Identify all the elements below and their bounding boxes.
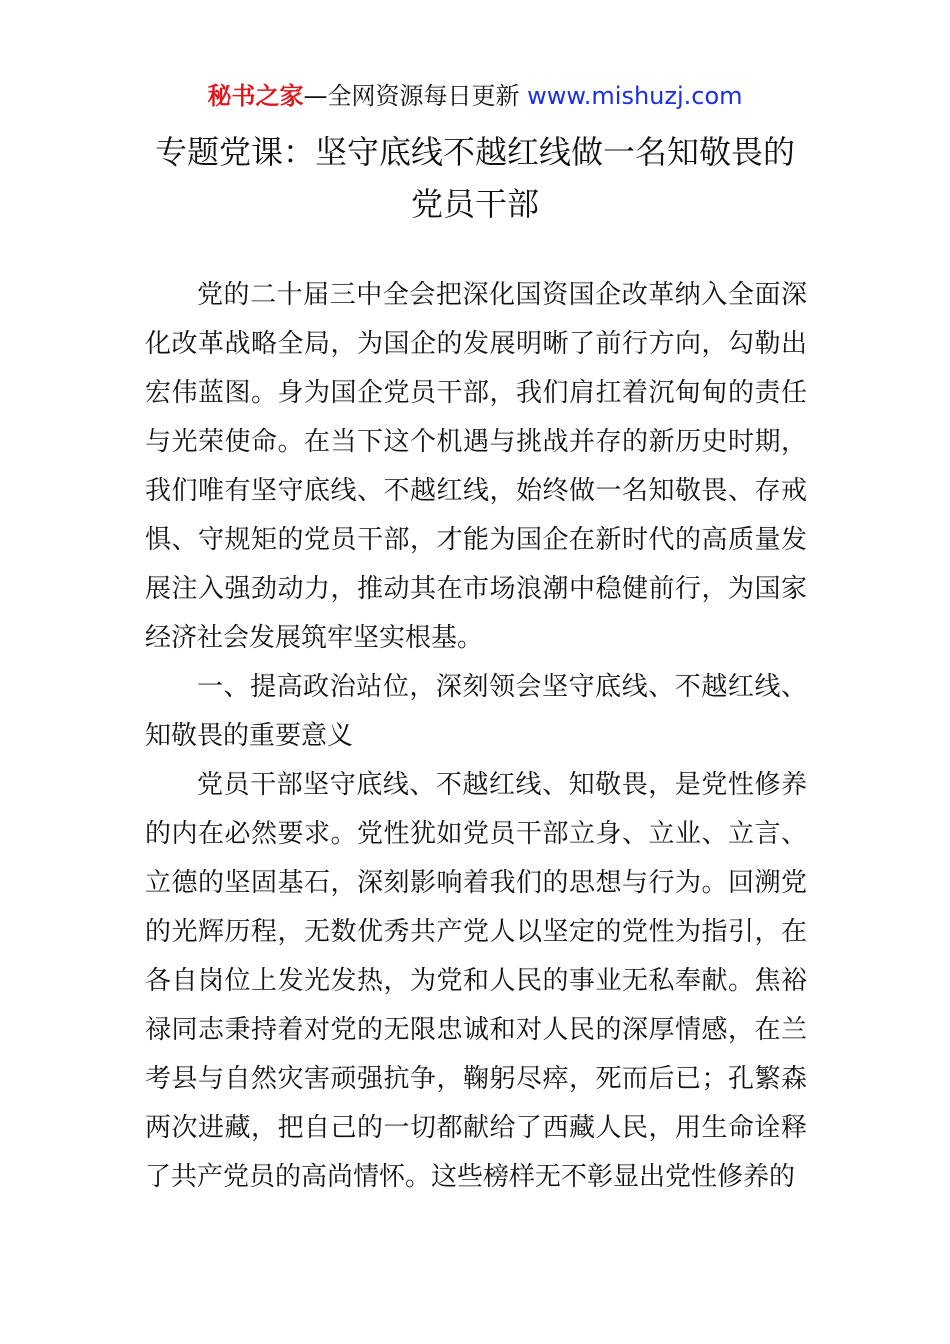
brand-name: 秘书之家 <box>207 82 304 110</box>
header-tagline: —全网资源每日更新 <box>303 82 528 110</box>
intro-paragraph: 党的二十届三中全会把深化国资国企改革纳入全面深化改革战略全局，为国企的发展明晰了前行方向，勾勒出宏伟蓝图。身为国企党员干部，我们肩扛着沉甸甸的责任与光荣使命。在当下这个机遇与挑战并存的新历史时期，我们唯有坚守底线、不越红线，始终做一名知敬畏、存戒惧、守规矩的党员干部，才能为国企在新时代的高质量发展注入强劲动力，推动其在市场浪潮中稳健前行，为国家经济社会发展筑牢坚实根基。 <box>145 280 807 653</box>
site-header <box>0 80 950 112</box>
title-line-2: 党员干部 <box>410 185 539 223</box>
document-title <box>0 126 950 230</box>
section-heading: 一、提高政治站位，深刻领会坚守底线、不越红线、知敬畏的重要意义 <box>145 672 807 751</box>
site-url-link[interactable]: www.mishuzj.com <box>527 82 743 110</box>
body-paragraph: 党员干部坚守底线、不越红线、知敬畏，是党性修养的内在必然要求。党性犹如党员干部立身、立业、立言、立德的坚固基石，深刻影响着我们的思想与行为。回溯党的光辉历程，无数优秀共产党人以坚定的党性为指引，在各自岗位上发光发热，为党和人民的事业无私奉献。焦裕禄同志秉持着对党的无限忠诚和对人民的深厚情感，在兰考县与自然灾害顽强抗争，鞠躬尽瘁，死而后已；孔繁森两次进藏，把自己的一切都献给了西藏人民，用生命诠释了共产党员的高尚情怀。这些榜样无不彰显出党性修养的 <box>145 770 807 1192</box>
title-line-1: 专题党课：坚守底线不越红线做一名知敬畏的 <box>154 133 795 171</box>
document-body <box>145 271 807 1202</box>
